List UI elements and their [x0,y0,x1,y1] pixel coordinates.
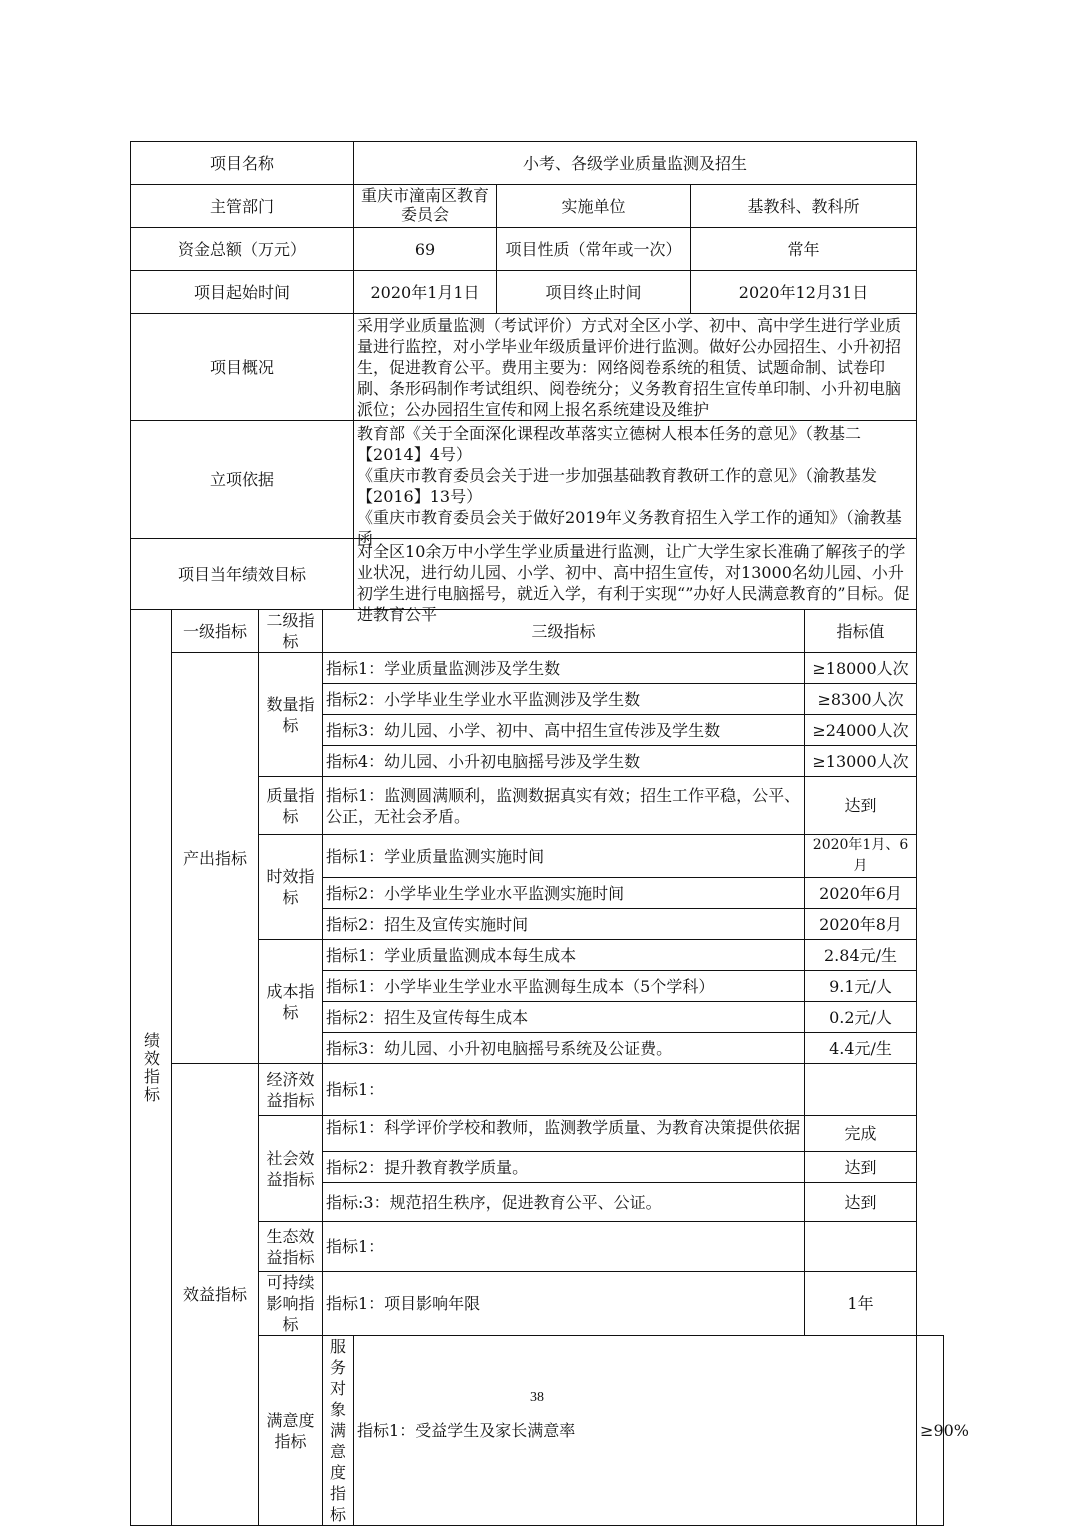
overview-text: 采用学业质量监测（考试评价）方式对全区小学、初中、高中学生进行学业质量进行监控，对小学毕业年级质量评价进行监测。做好公办园招生、小升初招生，促进教育公平。费用主要为：网络阅卷系统的租赁、试题命制、试卷印刷、条形码制作考试组织、阅卷统分；义务教育招生宣传单印制、小升初电脑派位；公办园招生宣传和网上报名系统建设及维护 [354,314,917,421]
indicator-name: 指标1：学业质量监测成本每生成本 [323,940,805,971]
dept-label: 主管部门 [131,185,354,228]
indicator-name: 指标1：科学评价学校和教师，监测教学质量、为教育决策提供依据 [323,1116,805,1152]
start-value: 2020年1月1日 [354,271,497,314]
performance-table [130,141,969,1526]
indicator-name: 指标3：幼儿园、小学、初中、高中招生宣传涉及学生数 [323,715,805,746]
basis-text [354,421,917,548]
indicator-value: 达到 [805,777,917,835]
dept-value: 重庆市潼南区教育委员会 [354,185,497,228]
end-value: 2020年12月31日 [691,271,917,314]
start-label: 项目起始时间 [131,271,354,314]
project-name-label: 项目名称 [131,142,354,185]
indicator-name: 指标1： [323,1064,805,1116]
overview-label: 项目概况 [131,314,354,421]
service-label: 服务对象满意度指标 [323,1336,354,1526]
indicator-name: 指标2：小学毕业生学业水平监测涉及学生数 [323,684,805,715]
indicator-value: 达到 [805,1183,917,1222]
indicator-value: 2020年8月 [805,909,917,940]
sustain-label: 可持续影响指标 [259,1272,323,1336]
indicator-value: 4.4元/生 [805,1033,917,1064]
col-level3-header: 三级指标 [323,610,805,653]
time-label: 时效指标 [259,835,323,940]
indicator-name: 指标2：招生及宣传每生成本 [323,1002,805,1033]
indicator-name: 指标:3：规范招生秩序，促进教育公平、公证。 [323,1183,805,1222]
project-name-value: 小考、各级学业质量监测及招生 [354,142,917,185]
col-level2-header: 二级指标 [259,610,323,653]
indicator-value: 完成 [805,1116,917,1152]
basis-line: 《重庆市教育委员会关于进一步加强基础教育教研工作的意见》（渝教基发【2016】13号） [357,465,878,506]
indicator-name: 指标3：幼儿园、小升初电脑摇号系统及公证费。 [323,1033,805,1064]
impl-label: 实施单位 [497,185,691,228]
eco-label: 生态效益指标 [259,1222,323,1272]
nature-value: 常年 [691,228,917,271]
indicator-value: 达到 [805,1152,917,1183]
indicator-value: 0.2元/人 [805,1002,917,1033]
indicator-name: 指标1：学业质量监测涉及学生数 [323,653,805,684]
indicator-value: 2020年6月 [805,878,917,909]
indicator-name: 指标1：小学毕业生学业水平监测每生成本（5个学科） [323,971,805,1002]
indicator-name: 指标1：监测圆满顺利，监测数据真实有效；招生工作平稳，公平、公正，无社会矛盾。 [323,777,805,835]
quantity-label: 数量指标 [259,653,323,777]
goal-text: 对全区10余万中小学生学业质量进行监测，让广大学生家长准确了解孩子的学业状况，进行幼儿园、小学、初中、高中招生宣传，对13000名幼儿园、小升初学生进行电脑摇号，就近入学，有利于实现“”办好人民满意教育的”目标。促进教育公平 [354,539,917,610]
basis-line: 《重庆市教育委员会关于做好2019年义务教育招生入学工作的通知》（渝教基函 [357,507,902,548]
economic-label: 经济效益指标 [259,1064,323,1116]
indicator-name: 指标2：提升教育教学质量。 [323,1152,805,1183]
indicator-value: ≥90% [917,1336,944,1526]
indicator-value: 2020年1月、6月 [805,835,917,878]
cost-label: 成本指标 [259,940,323,1064]
end-label: 项目终止时间 [497,271,691,314]
indicator-name: 指标2：小学毕业生学业水平监测实施时间 [323,878,805,909]
indicator-value: ≥8300人次 [805,684,917,715]
col-value-header: 指标值 [805,610,917,653]
indicator-value [805,1222,917,1272]
goal-label: 项目当年绩效目标 [131,539,354,610]
output-label: 产出指标 [172,653,259,1064]
indicator-value: 1年 [805,1272,917,1336]
indicator-value [805,1064,917,1116]
indicator-name: 指标1：学业质量监测实施时间 [323,835,805,878]
indicator-name: 指标2：招生及宣传实施时间 [323,909,805,940]
basis-line: 教育部《关于全面深化课程改革落实立德树人根本任务的意见》（教基二【2014】4号） [357,423,862,464]
indicator-value: ≥24000人次 [805,715,917,746]
satisfaction-label: 满意度指标 [259,1336,323,1526]
indicator-value: 2.84元/生 [805,940,917,971]
indicator-value: 9.1元/人 [805,971,917,1002]
indicator-name: 指标4：幼儿园、小升初电脑摇号涉及学生数 [323,746,805,777]
benefit-label: 效益指标 [172,1064,259,1526]
indicator-value: ≥18000人次 [805,653,917,684]
indicator-name: 指标1：项目影响年限 [323,1272,805,1336]
basis-label: 立项依据 [131,421,354,539]
indicator-name: 指标1： [323,1222,805,1272]
fund-value: 69 [354,228,497,271]
col-level1-header: 一级指标 [172,610,259,653]
indicator-value: ≥13000人次 [805,746,917,777]
impl-value: 基教科、教科所 [691,185,917,228]
fund-label: 资金总额（万元） [131,228,354,271]
indicator-name: 指标1：受益学生及家长满意率 [354,1336,917,1526]
page-number: 38 [530,1390,544,1405]
social-label: 社会效益指标 [259,1116,323,1222]
indicator-side-label: 绩效指标 [131,610,172,1526]
quality-label: 质量指标 [259,777,323,835]
nature-label: 项目性质（常年或一次） [497,228,691,271]
